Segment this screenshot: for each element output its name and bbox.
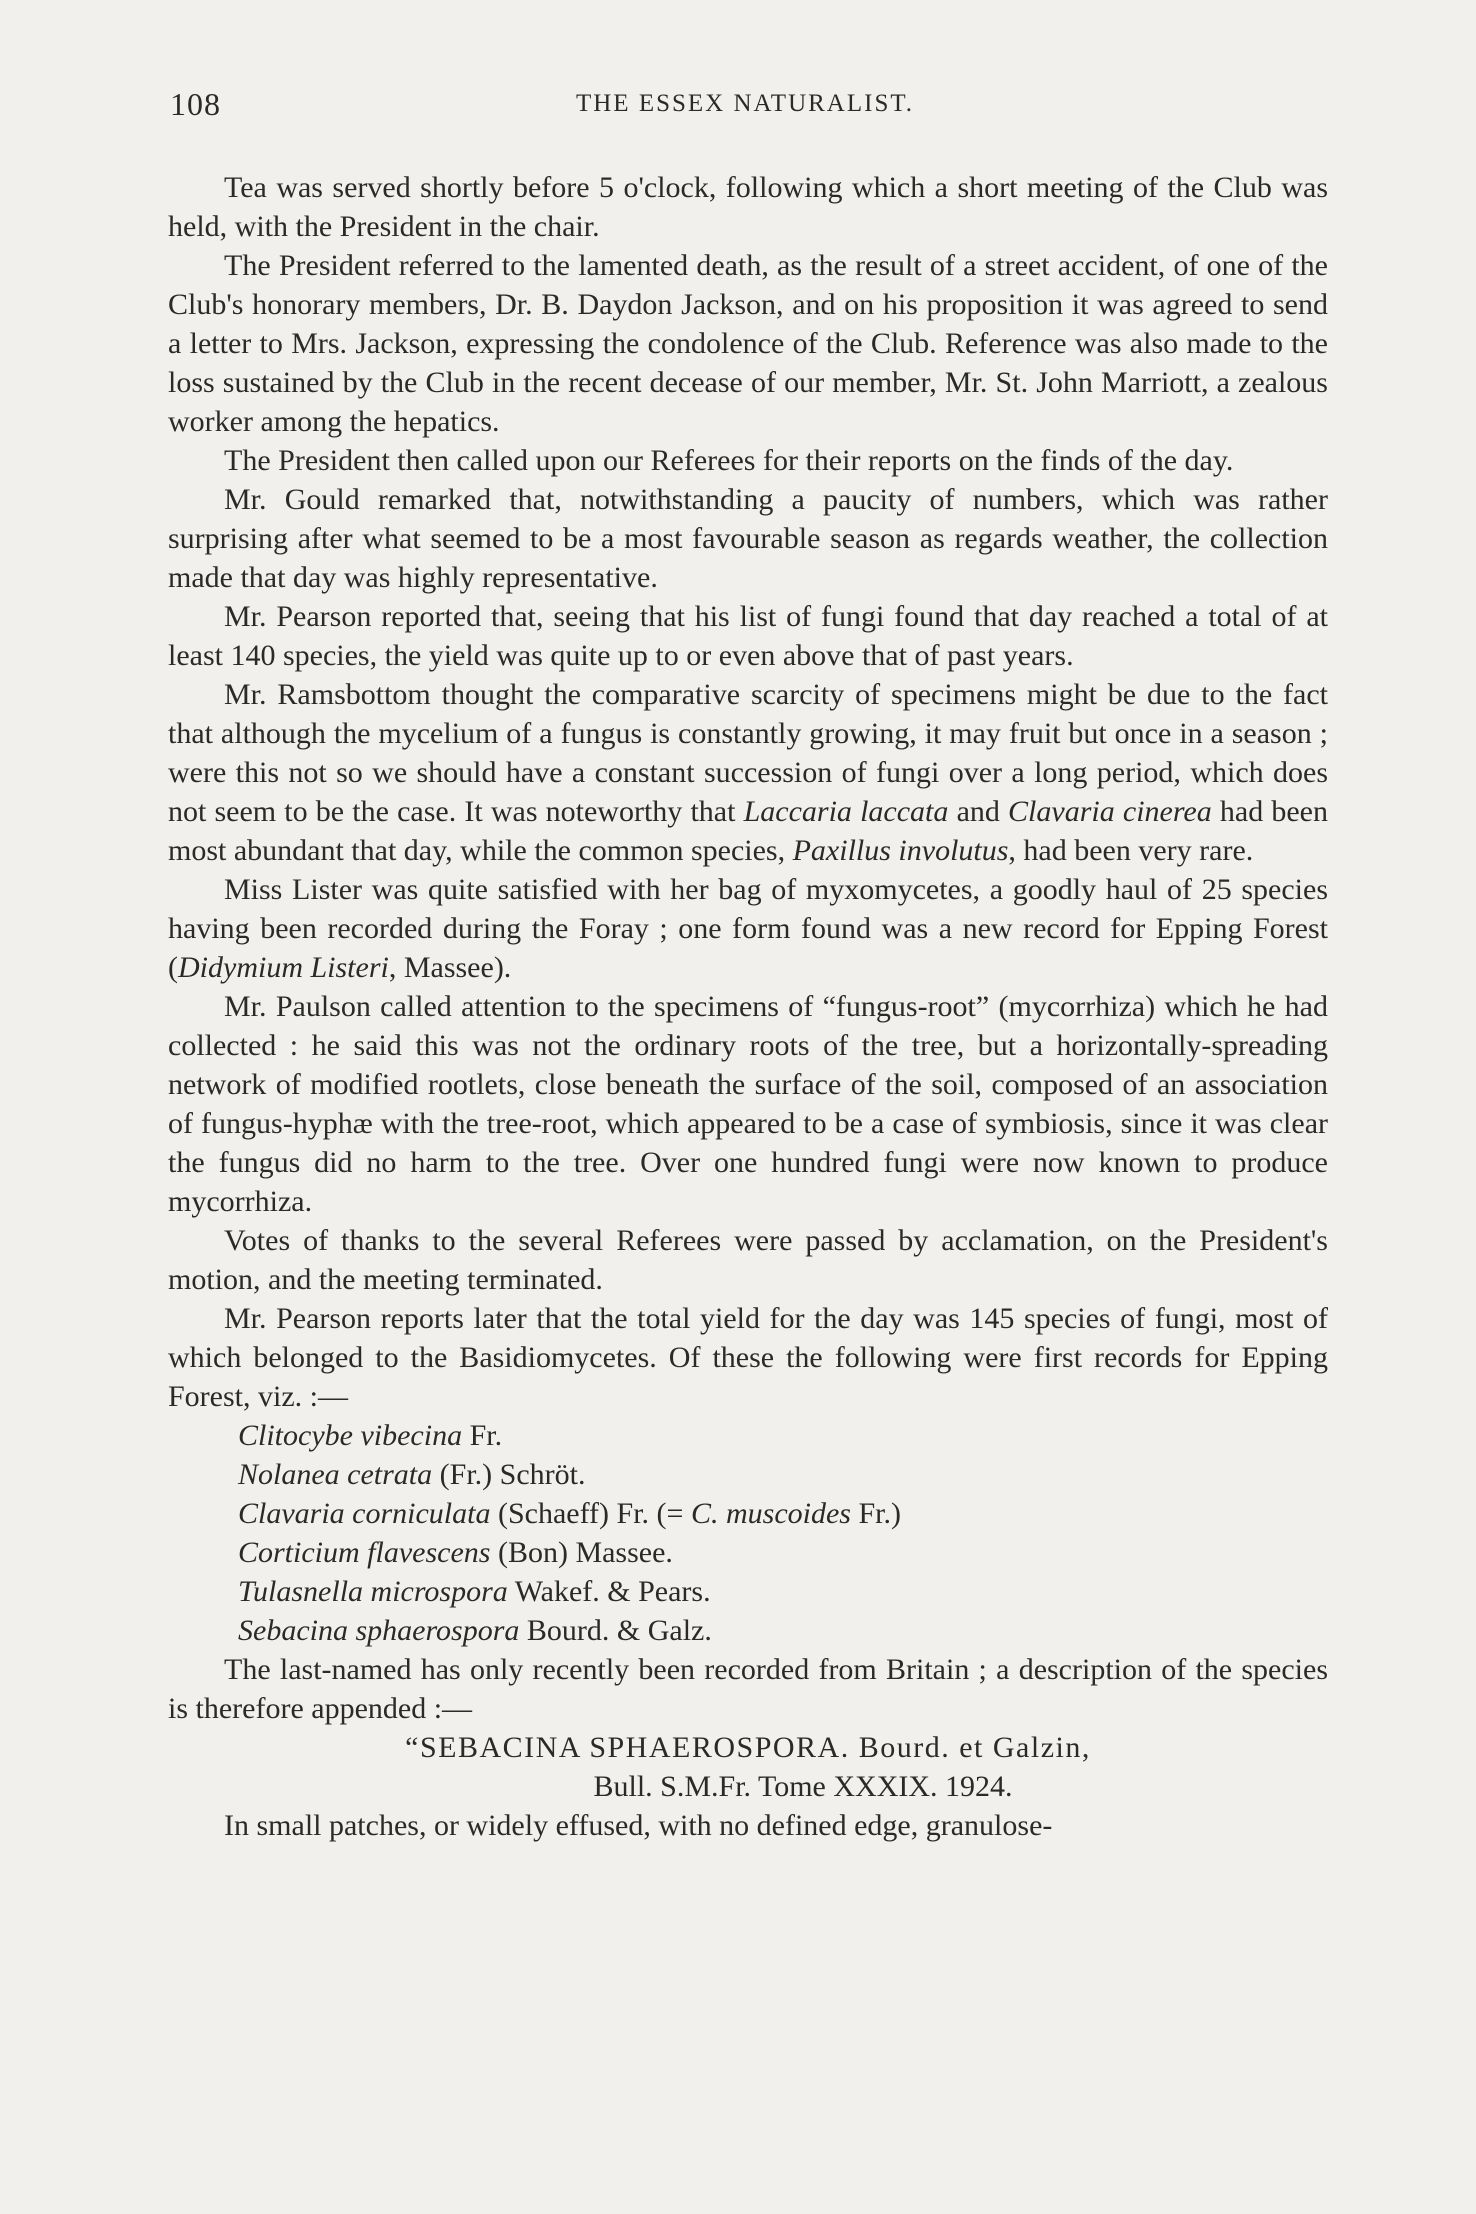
list-item (238, 1494, 1328, 1533)
species-authority: (Bon) Massee. (490, 1536, 673, 1569)
species-name: Corticium flavescens (238, 1536, 491, 1569)
species-synonym: C. muscoides (690, 1497, 851, 1530)
paragraph-description: In small patches, or widely effused, with no defined edge, granulose- (224, 1809, 1053, 1842)
species-name: Nolanea cetrata (238, 1458, 433, 1491)
description-reference: Bull. S.M.Fr. Tome XXXIX. 1924. (593, 1770, 1013, 1803)
paragraph-referees: The President then called upon our Referees for their reports on the finds of the day. (224, 444, 1234, 477)
species-authority: Wakef. & Pears. (507, 1575, 711, 1608)
body-text (168, 168, 1328, 1845)
species-authority: Bourd. & Galz. (519, 1614, 712, 1647)
paragraph-pearson-later: Mr. Pearson reports later that the total yield for the day was 145 species of fungi, most of which belonged to the Basidiomycetes. Of these the following were first records for Epping Forest, viz. :— (168, 1302, 1328, 1413)
species-name: Tulasnella microspora (238, 1575, 508, 1608)
species-laccaria: Laccaria laccata (743, 795, 949, 828)
paragraph-paulson: Mr. Paulson called attention to the specimens of “fungus-root” (mycorrhiza) which he had collected : he said this was not the ordinary roots of the tree, but a horizontally-spreading network of modified rootlets, close beneath the surface of the soil, composed of an association of fungus-hyphæ with the tree-root, which appeared to be a case of symbiosis, since it was clear the fungus did no harm to the tree. Over one hundred fungi were now known to produce mycorrhiza. (168, 990, 1328, 1218)
page-header (170, 86, 1320, 126)
ramsbottom-text-g: , had been very rare. (1008, 834, 1254, 867)
species-paxillus: Paxillus involutus (792, 834, 1009, 867)
running-head: THE ESSEX NATURALIST. (575, 90, 915, 117)
list-item (238, 1416, 1328, 1455)
species-didymium: Didymium Listeri (178, 951, 389, 984)
list-item (238, 1572, 1328, 1611)
species-name: Clitocybe vibecina (238, 1419, 463, 1452)
paragraph-tea: Tea was served shortly before 5 o'clock, following which a short meeting of the Club was held, with the President in the chair. (168, 171, 1328, 243)
species-list (168, 1416, 1328, 1650)
list-item (238, 1611, 1328, 1650)
species-name: Clavaria corniculata (238, 1497, 491, 1530)
species-authority: Fr. (462, 1419, 503, 1452)
lister-text-a: Miss Lister was quite satisfied with her bag of myxomycetes, a goodly haul of 25 species having been recorded during the Foray ; one form found was a new record for Epping Forest ( (168, 873, 1328, 984)
paragraph-condolence: The President referred to the lamented death, as the result of a street accident, of one of the Club's honorary members, Dr. B. Daydon Jackson, and on his proposition it was agreed to send a letter to Mrs. Jackson, expressing the condolence of the Club. Reference was also made to the loss sustained by the Club in the recent decease of our member, Mr. St. John Marriott, a zealous worker among the hepatics. (168, 249, 1328, 438)
paragraph-lister (168, 870, 1328, 987)
paragraph-pearson: Mr. Pearson reported that, seeing that his list of fungi found that day reached a total of at least 140 species, the yield was quite up to or even above that of past years. (168, 600, 1328, 672)
paragraph-ramsbottom (168, 675, 1328, 870)
ramsbottom-text-c: and (948, 795, 1009, 828)
paragraph-last-named: The last-named has only recently been recorded from Britain ; a description of the species is therefore appended :— (168, 1653, 1328, 1725)
description-heading: “SEBACINA SPHAEROSPORA. Bourd. et Galzin, (405, 1731, 1091, 1764)
paragraph-gould: Mr. Gould remarked that, notwithstanding a paucity of numbers, which was rather surprising after what seemed to be a most favourable season as regards weather, the collection made that day was highly representative. (168, 483, 1328, 594)
lister-text-c: , Massee). (388, 951, 512, 984)
ramsbottom-text-e: had been most abundant that day, while the common species, (168, 795, 1328, 867)
ramsbottom-text-a: Mr. Ramsbottom thought the comparative scarcity of specimens might be due to the fact that although the mycelium of a fungus is constantly growing, it may fruit but once in a season ; were this not so we should have a constant succession of fungi over a long period, which does not seem to be the case. It was noteworthy that (168, 678, 1328, 828)
species-name: Sebacina sphaerospora (238, 1614, 520, 1647)
species-clavaria-cinerea: Clavaria cinerea (1008, 795, 1212, 828)
species-authority: (Fr.) Schröt. (432, 1458, 586, 1491)
page-number: 108 (170, 86, 221, 122)
list-item (238, 1533, 1328, 1572)
list-item (238, 1455, 1328, 1494)
species-synonym-authority: Fr.) (850, 1497, 901, 1530)
species-authority: (Schaeff) Fr. (= (490, 1497, 691, 1530)
paragraph-votes: Votes of thanks to the several Referees were passed by acclamation, on the President's motion, and the meeting terminated. (168, 1224, 1328, 1296)
